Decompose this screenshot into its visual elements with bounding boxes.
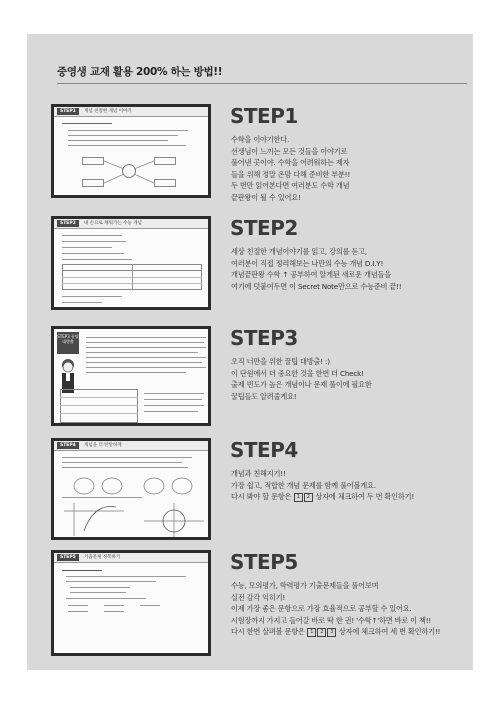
check-box-1: 1 [294, 493, 303, 502]
step-2-thumbnail [51, 216, 211, 310]
step-2-description: 세상 친절한 개념이야기를 읽고, 강의를 듣고, 여러분이 직접 정리해보는 나만의 수능 개념 D.I.Y! 개념끝판왕 수학 ↑ 공부하여 알게된 새로운 개념들을 여기에 덧붙여두면 이 Secret Note만으로 수능준비 끝!! [231, 247, 402, 291]
step-4-thumbnail [51, 438, 211, 540]
step-4-title: STEP4 [230, 438, 298, 462]
step-2-thumb-title: 내 손으로 채워가는 수능 개념 [84, 221, 142, 226]
step-2-title: STEP2 [230, 216, 298, 240]
content-panel [27, 34, 473, 670]
step-2-thumb-tag: STEP2 [57, 220, 79, 227]
header-divider [57, 83, 467, 84]
step-3-side-label: STEP3 꿀팁대방출 [57, 332, 79, 354]
step-1-thumb-title: 개념 친절한 개념 이야기 [84, 109, 132, 114]
step-4-thumb-title: 개념을 더 탄탄하게 [84, 443, 122, 448]
step-1-thumbnail [51, 104, 211, 198]
step-3-thumbnail [51, 326, 211, 426]
step-5-thumb-title: 기출문제 정복하기 [84, 555, 121, 560]
check-box-2: 2 [304, 493, 313, 502]
step-3-description: 오직 너만을 위한 꿀팁 대방출! :) 이 단원에서 더 중요한 것을 한번 더 Check! 출제 빈도가 높은 개념이나 문제 풀이에 필요한 꿀팁들도 알려줄게요! [231, 357, 372, 401]
step-5-title: STEP5 [230, 550, 298, 574]
check-box-3: 3 [327, 628, 336, 637]
step-1-thumb-tag: STEP1 [57, 108, 79, 115]
step-5-description: 수능, 모의평가, 학력평가 기출문제들을 풀어보며 실전 감각 익히기! 이제 가장 좋은 문항으로 가장 효율적으로 공부할 수 있어요. 시험장까지 가지고 들어갈 바로 딱 한 권! '수학↑'하면 바로 이 책!! 다시 한번 살펴볼 문항은 1 2 3 상자에 체크하여 세 번 확인하기!! [231, 581, 441, 637]
step-5-thumb-tag: STEP5 [57, 554, 79, 561]
step-5-thumbnail [51, 550, 211, 656]
step-1-title: STEP1 [230, 104, 298, 128]
step-1-description: 수학을 이야기한다. 선생님이 느끼는 모든 것들을 이야기로 풀어낸 곳이야. 수학을 어려워하는 제자 들을 위해 정말 온맘 다해 준비한 부분!! 두 번만 읽어본다면 여러분도 수학 개념 끝판왕이 될 수 있어요! [231, 135, 351, 202]
step-3-title: STEP3 [230, 326, 298, 350]
check-box-1: 1 [307, 628, 316, 637]
page-title: 중영생 교재 활용 200% 하는 방법!! [57, 66, 223, 78]
step-4-description: 개념과 친해지기!! 가장 쉽고, 적합한 개념 문제를 함께 풀어볼게요. 다시 봐야 할 문항은 1 2 상자에 체크하여 두 번 확인하기! [231, 469, 415, 502]
step-4-thumb-tag: STEP4 [57, 442, 79, 449]
check-box-2: 2 [317, 628, 326, 637]
